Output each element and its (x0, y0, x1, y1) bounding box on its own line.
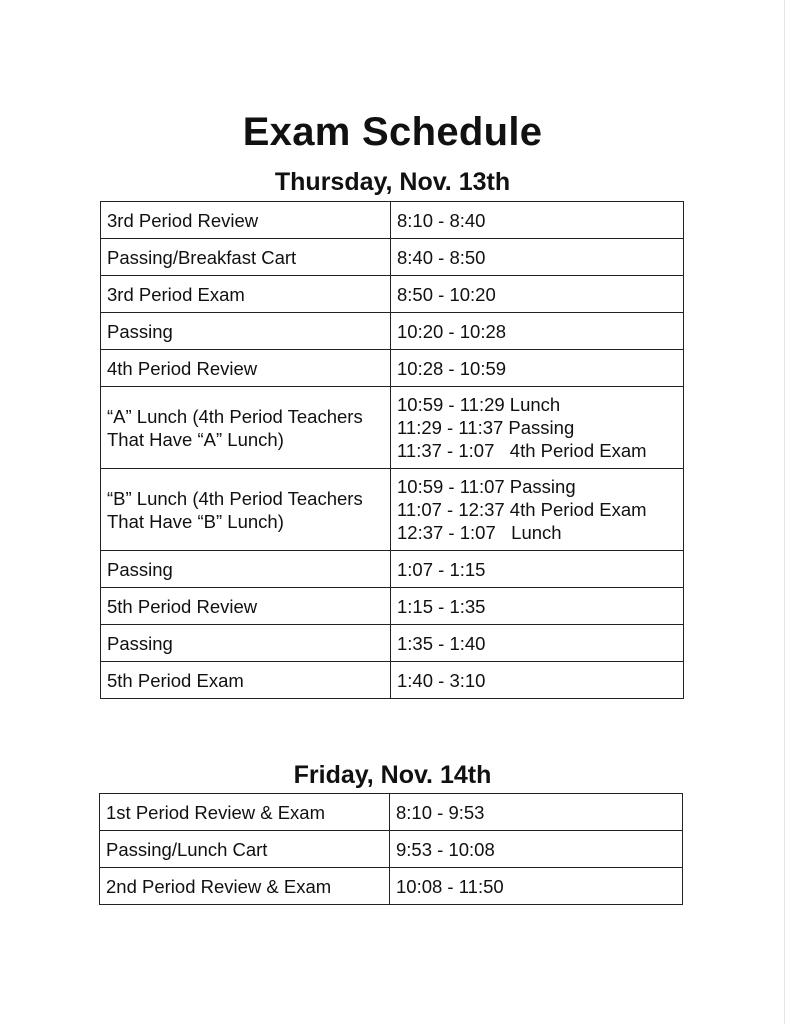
period-cell (101, 588, 391, 625)
period-label: 5th Period Exam (107, 669, 244, 691)
time-range: 8:10 - 8:40 (397, 209, 486, 231)
period-cell (101, 276, 391, 313)
period-cell (101, 350, 391, 387)
time-range: 8:40 - 8:50 (397, 246, 486, 268)
page-title: Exam Schedule (242, 110, 543, 154)
period-cell (101, 387, 391, 469)
period-label: 3rd Period Exam (107, 283, 245, 305)
table-row (101, 350, 684, 387)
period-label: That Have “B” Lunch) (107, 510, 284, 532)
table-row (101, 313, 684, 350)
time-range: 1:35 - 1:40 (397, 632, 486, 654)
time-range: 1:15 - 1:35 (397, 595, 486, 617)
time-range: 11:29 - 11:37 Passing (397, 417, 575, 438)
period-label: 1st Period Review & Exam (106, 801, 326, 823)
table-row (100, 831, 683, 868)
time-range: 10:59 - 11:07 Passing (397, 476, 576, 497)
time-range: 1:40 - 3:10 (397, 669, 486, 691)
period-label: 4th Period Review (107, 357, 258, 379)
time-range: 12:37 - 1:07 Lunch (397, 522, 562, 543)
time-cell (391, 551, 684, 588)
table-row (100, 794, 683, 831)
time-cell (391, 350, 684, 387)
period-cell (101, 551, 391, 588)
thursday-heading: Thursday, Nov. 13th (274, 168, 511, 196)
period-cell (101, 202, 391, 239)
time-cell (390, 868, 683, 905)
period-label: Passing/Lunch Cart (106, 838, 268, 860)
time-range: 11:37 - 1:07 4th Period Exam (397, 440, 647, 461)
time-cell (391, 202, 684, 239)
time-cell (391, 387, 684, 469)
period-label: Passing (107, 632, 173, 654)
friday-heading: Friday, Nov. 14th (293, 761, 492, 789)
table-row (101, 625, 684, 662)
time-range: 8:10 - 9:53 (396, 801, 485, 823)
period-cell (100, 831, 390, 868)
time-cell (391, 625, 684, 662)
table-row (101, 662, 684, 699)
period-label: Passing (107, 558, 173, 580)
table-row (101, 276, 684, 313)
period-cell (101, 662, 391, 699)
time-range: 9:53 - 10:08 (396, 838, 495, 860)
table-row (100, 868, 683, 905)
time-range: 10:20 - 10:28 (397, 320, 507, 342)
time-range: 8:50 - 10:20 (397, 283, 496, 305)
period-label: 2nd Period Review & Exam (106, 875, 332, 897)
period-cell (101, 469, 391, 551)
table-row (101, 239, 684, 276)
time-cell (391, 469, 684, 551)
period-label: Passing/Breakfast Cart (107, 246, 297, 268)
table-row (101, 202, 684, 239)
period-cell (101, 239, 391, 276)
time-cell (390, 831, 683, 868)
time-range: 10:28 - 10:59 (397, 357, 507, 379)
time-cell (391, 662, 684, 699)
period-cell (101, 625, 391, 662)
time-cell (391, 239, 684, 276)
time-cell (391, 276, 684, 313)
period-label: That Have “A” Lunch) (107, 428, 284, 450)
period-label: “A” Lunch (4th Period Teachers (107, 405, 363, 427)
time-cell (391, 588, 684, 625)
time-range: 10:59 - 11:29 Lunch (397, 394, 561, 415)
table-row (101, 588, 684, 625)
table-row (101, 551, 684, 588)
period-cell (101, 313, 391, 350)
time-range: 10:08 - 11:50 (396, 875, 504, 897)
time-cell (390, 794, 683, 831)
table-row (101, 387, 684, 469)
time-range: 11:07 - 12:37 4th Period Exam (397, 499, 647, 520)
period-cell (100, 794, 390, 831)
period-label: 3rd Period Review (107, 209, 259, 231)
period-label: 5th Period Review (107, 595, 258, 617)
time-range: 1:07 - 1:15 (397, 558, 486, 580)
period-label: “B” Lunch (4th Period Teachers (107, 487, 363, 509)
time-cell (391, 313, 684, 350)
period-label: Passing (107, 320, 173, 342)
period-cell (100, 868, 390, 905)
friday-schedule-table (99, 793, 683, 905)
thursday-schedule-table (100, 201, 684, 699)
table-row (101, 469, 684, 551)
